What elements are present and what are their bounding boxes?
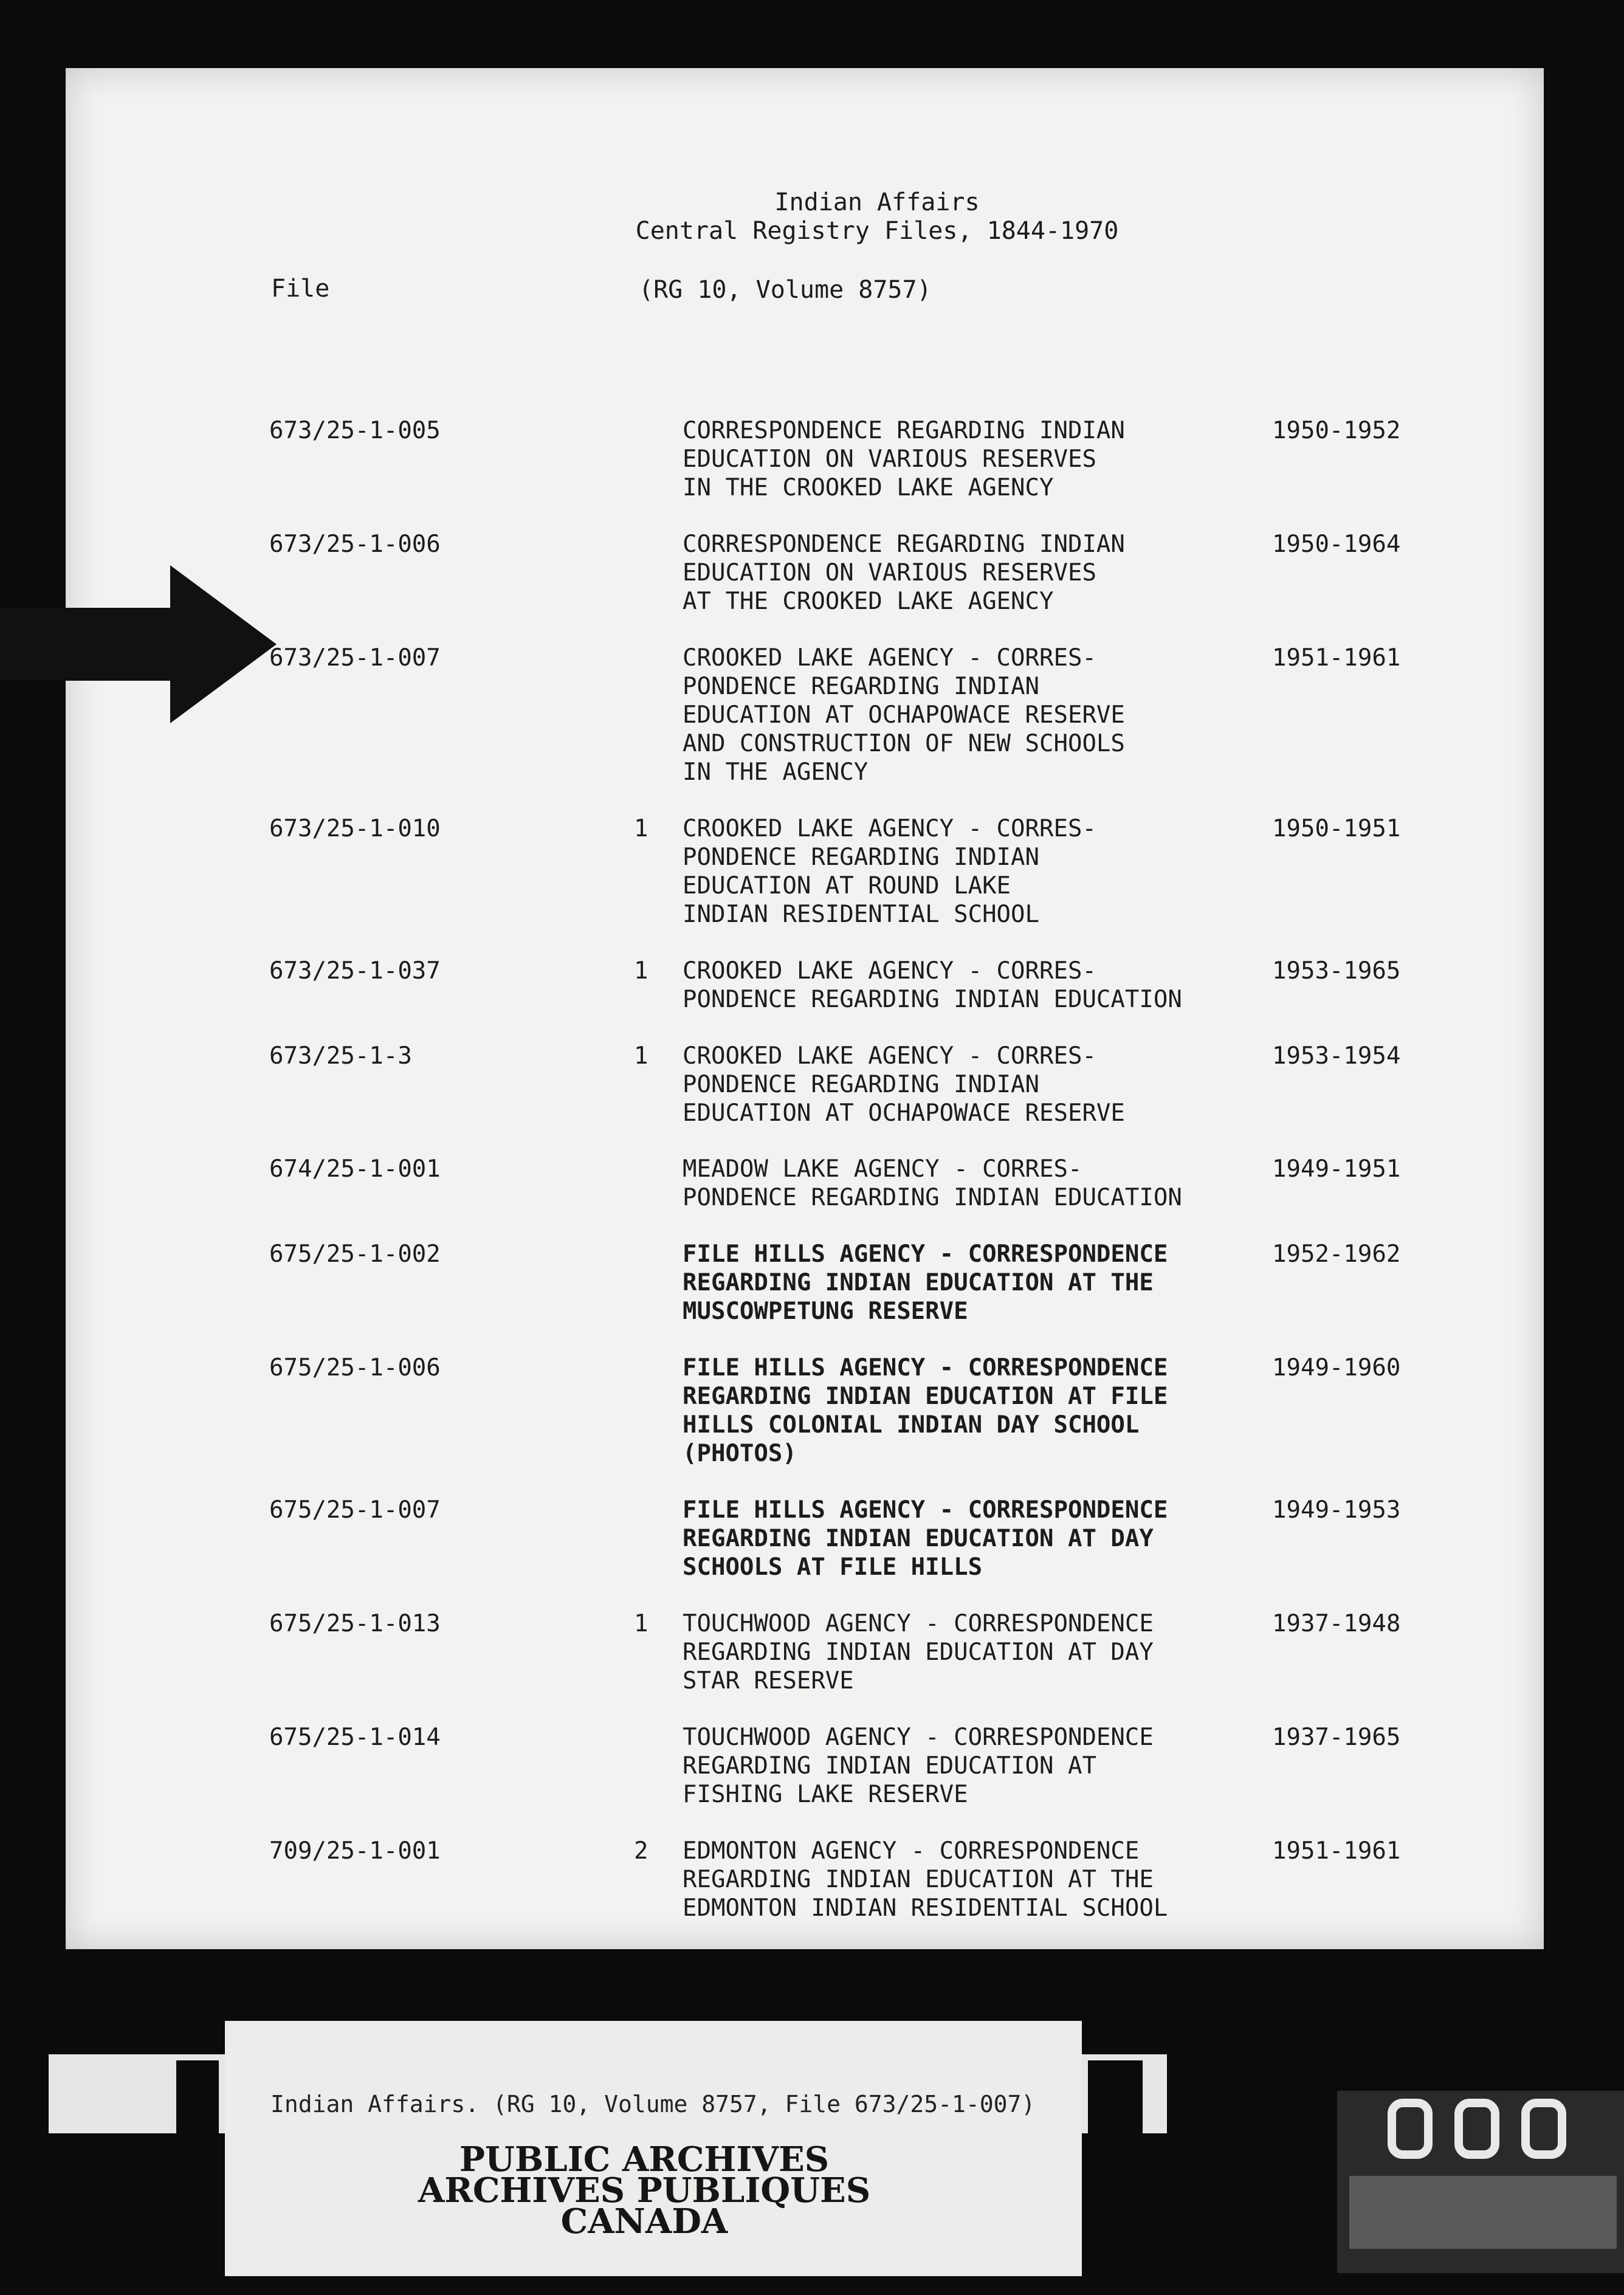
- entry-description-line: EDUCATION AT OCHAPOWACE RESERVE: [683, 1099, 1125, 1127]
- entry-dates: 1953-1965: [1272, 957, 1401, 985]
- entry-dates: 1952-1962: [1272, 1240, 1401, 1268]
- entry-description-line: INDIAN RESIDENTIAL SCHOOL: [683, 901, 1039, 928]
- arrow-pointer-icon: [0, 565, 286, 723]
- entry-volume: 1: [634, 815, 649, 842]
- entry-description-line: REGARDING INDIAN EDUCATION AT FILE: [683, 1383, 1168, 1410]
- entry-description-line: TOUCHWOOD AGENCY - CORRESPONDENCE: [683, 1610, 1154, 1637]
- entry-description-line: PONDENCE REGARDING INDIAN EDUCATION: [683, 986, 1182, 1013]
- document-subtitle: Central Registry Files, 1844-1970: [635, 217, 1119, 245]
- entry-description-line: AT THE CROOKED LAKE AGENCY: [683, 588, 1054, 615]
- entry-file-number: 673/25-1-005: [269, 417, 441, 444]
- entry-volume: 1: [634, 1042, 649, 1070]
- stamp-line-2: ARCHIVES PUBLIQUES: [418, 2170, 871, 2211]
- entry-file-number: 674/25-1-001: [269, 1155, 441, 1183]
- entry-description-line: STAR RESERVE: [683, 1667, 854, 1695]
- entry-description-line: SCHOOLS AT FILE HILLS: [683, 1554, 983, 1581]
- volume-label: (RG 10, Volume 8757): [639, 276, 932, 304]
- entry-description-line: EDUCATION AT ROUND LAKE: [683, 872, 1011, 900]
- entry-description-line: FILE HILLS AGENCY - CORRESPONDENCE: [683, 1240, 1168, 1268]
- entry-dates: 1951-1961: [1272, 644, 1401, 672]
- label-notch-left: [176, 2060, 219, 2133]
- entry-dates: 1950-1952: [1272, 417, 1401, 444]
- entry-file-number: 675/25-1-014: [269, 1724, 441, 1751]
- entry-description-line: EDMONTON INDIAN RESIDENTIAL SCHOOL: [683, 1894, 1168, 1922]
- entry-dates: 1950-1964: [1272, 531, 1401, 558]
- entry-description-line: CROOKED LAKE AGENCY - CORRES-: [683, 644, 1096, 672]
- entry-dates: 1951-1961: [1272, 1837, 1401, 1865]
- entry-file-number: 675/25-1-007: [269, 1496, 441, 1524]
- entry-dates: 1949-1953: [1272, 1496, 1401, 1524]
- film-frame-marks: [1337, 2091, 1624, 2273]
- document-title: Indian Affairs: [774, 188, 980, 216]
- entry-description-line: IN THE CROOKED LAKE AGENCY: [683, 474, 1054, 501]
- entry-description-line: (PHOTOS): [683, 1440, 797, 1467]
- entry-dates: 1937-1948: [1272, 1610, 1401, 1637]
- entry-description-line: REGARDING INDIAN EDUCATION AT THE: [683, 1269, 1154, 1296]
- entry-description-line: CROOKED LAKE AGENCY - CORRES-: [683, 957, 1096, 985]
- entry-file-number: 675/25-1-013: [269, 1610, 441, 1637]
- entry-description-line: PONDENCE REGARDING INDIAN: [683, 1071, 1039, 1098]
- entry-description-line: CROOKED LAKE AGENCY - CORRES-: [683, 815, 1096, 842]
- entry-description-line: FISHING LAKE RESERVE: [683, 1781, 968, 1808]
- entry-description-line: HILLS COLONIAL INDIAN DAY SCHOOL: [683, 1411, 1140, 1439]
- entry-file-number: 673/25-1-006: [269, 531, 441, 558]
- entry-description-line: EDUCATION AT OCHAPOWACE RESERVE: [683, 701, 1125, 729]
- entry-volume: 1: [634, 1610, 649, 1637]
- entry-volume: 2: [634, 1837, 649, 1865]
- entry-description-line: REGARDING INDIAN EDUCATION AT DAY: [683, 1525, 1154, 1552]
- entry-description-line: PONDENCE REGARDING INDIAN EDUCATION: [683, 1184, 1182, 1211]
- entry-file-number: 673/25-1-3: [269, 1042, 412, 1070]
- entry-file-number: 709/25-1-001: [269, 1837, 441, 1865]
- entry-description-line: IN THE AGENCY: [683, 759, 869, 786]
- file-column-label: File: [271, 275, 330, 303]
- entry-description-line: CORRESPONDENCE REGARDING INDIAN: [683, 417, 1125, 444]
- entry-description-line: TOUCHWOOD AGENCY - CORRESPONDENCE: [683, 1724, 1154, 1751]
- document-page: [66, 68, 1544, 1949]
- file-reference: Indian Affairs. (RG 10, Volume 8757, File 673/25-1-007): [270, 2091, 1036, 2118]
- entry-description-line: EDUCATION ON VARIOUS RESERVES: [683, 559, 1096, 587]
- entry-description-line: FILE HILLS AGENCY - CORRESPONDENCE: [683, 1496, 1168, 1524]
- entry-description-line: PONDENCE REGARDING INDIAN: [683, 844, 1039, 871]
- entry-description-line: PONDENCE REGARDING INDIAN: [683, 673, 1039, 700]
- entry-description-line: REGARDING INDIAN EDUCATION AT: [683, 1752, 1096, 1780]
- entry-volume: 1: [634, 957, 649, 985]
- entry-description-line: FILE HILLS AGENCY - CORRESPONDENCE: [683, 1354, 1168, 1381]
- entry-dates: 1949-1960: [1272, 1354, 1401, 1381]
- entry-description-line: AND CONSTRUCTION OF NEW SCHOOLS: [683, 730, 1125, 757]
- stamp-line-3: CANADA: [560, 2201, 728, 2242]
- entry-dates: 1950-1951: [1272, 815, 1401, 842]
- entry-file-number: 673/25-1-037: [269, 957, 441, 985]
- entry-file-number: 675/25-1-002: [269, 1240, 441, 1268]
- entry-file-number: 673/25-1-010: [269, 815, 441, 842]
- entry-dates: 1953-1954: [1272, 1042, 1401, 1070]
- entry-description-line: EDMONTON AGENCY - CORRESPONDENCE: [683, 1837, 1140, 1865]
- entry-description-line: EDUCATION ON VARIOUS RESERVES: [683, 446, 1096, 473]
- label-notch-right: [1088, 2060, 1143, 2133]
- entry-dates: 1937-1965: [1272, 1724, 1401, 1751]
- entry-description-line: REGARDING INDIAN EDUCATION AT THE: [683, 1866, 1154, 1893]
- entry-file-number: 673/25-1-007: [269, 644, 441, 672]
- entry-description-line: MEADOW LAKE AGENCY - CORRES-: [683, 1155, 1082, 1183]
- entry-description-line: MUSCOWPETUNG RESERVE: [683, 1298, 968, 1325]
- entry-description-line: REGARDING INDIAN EDUCATION AT DAY: [683, 1639, 1154, 1666]
- entry-file-number: 675/25-1-006: [269, 1354, 441, 1381]
- stamp-line-1: PUBLIC ARCHIVES: [459, 2139, 830, 2180]
- entry-description-line: CROOKED LAKE AGENCY - CORRES-: [683, 1042, 1096, 1070]
- entry-description-line: CORRESPONDENCE REGARDING INDIAN: [683, 531, 1125, 558]
- entry-dates: 1949-1951: [1272, 1155, 1401, 1183]
